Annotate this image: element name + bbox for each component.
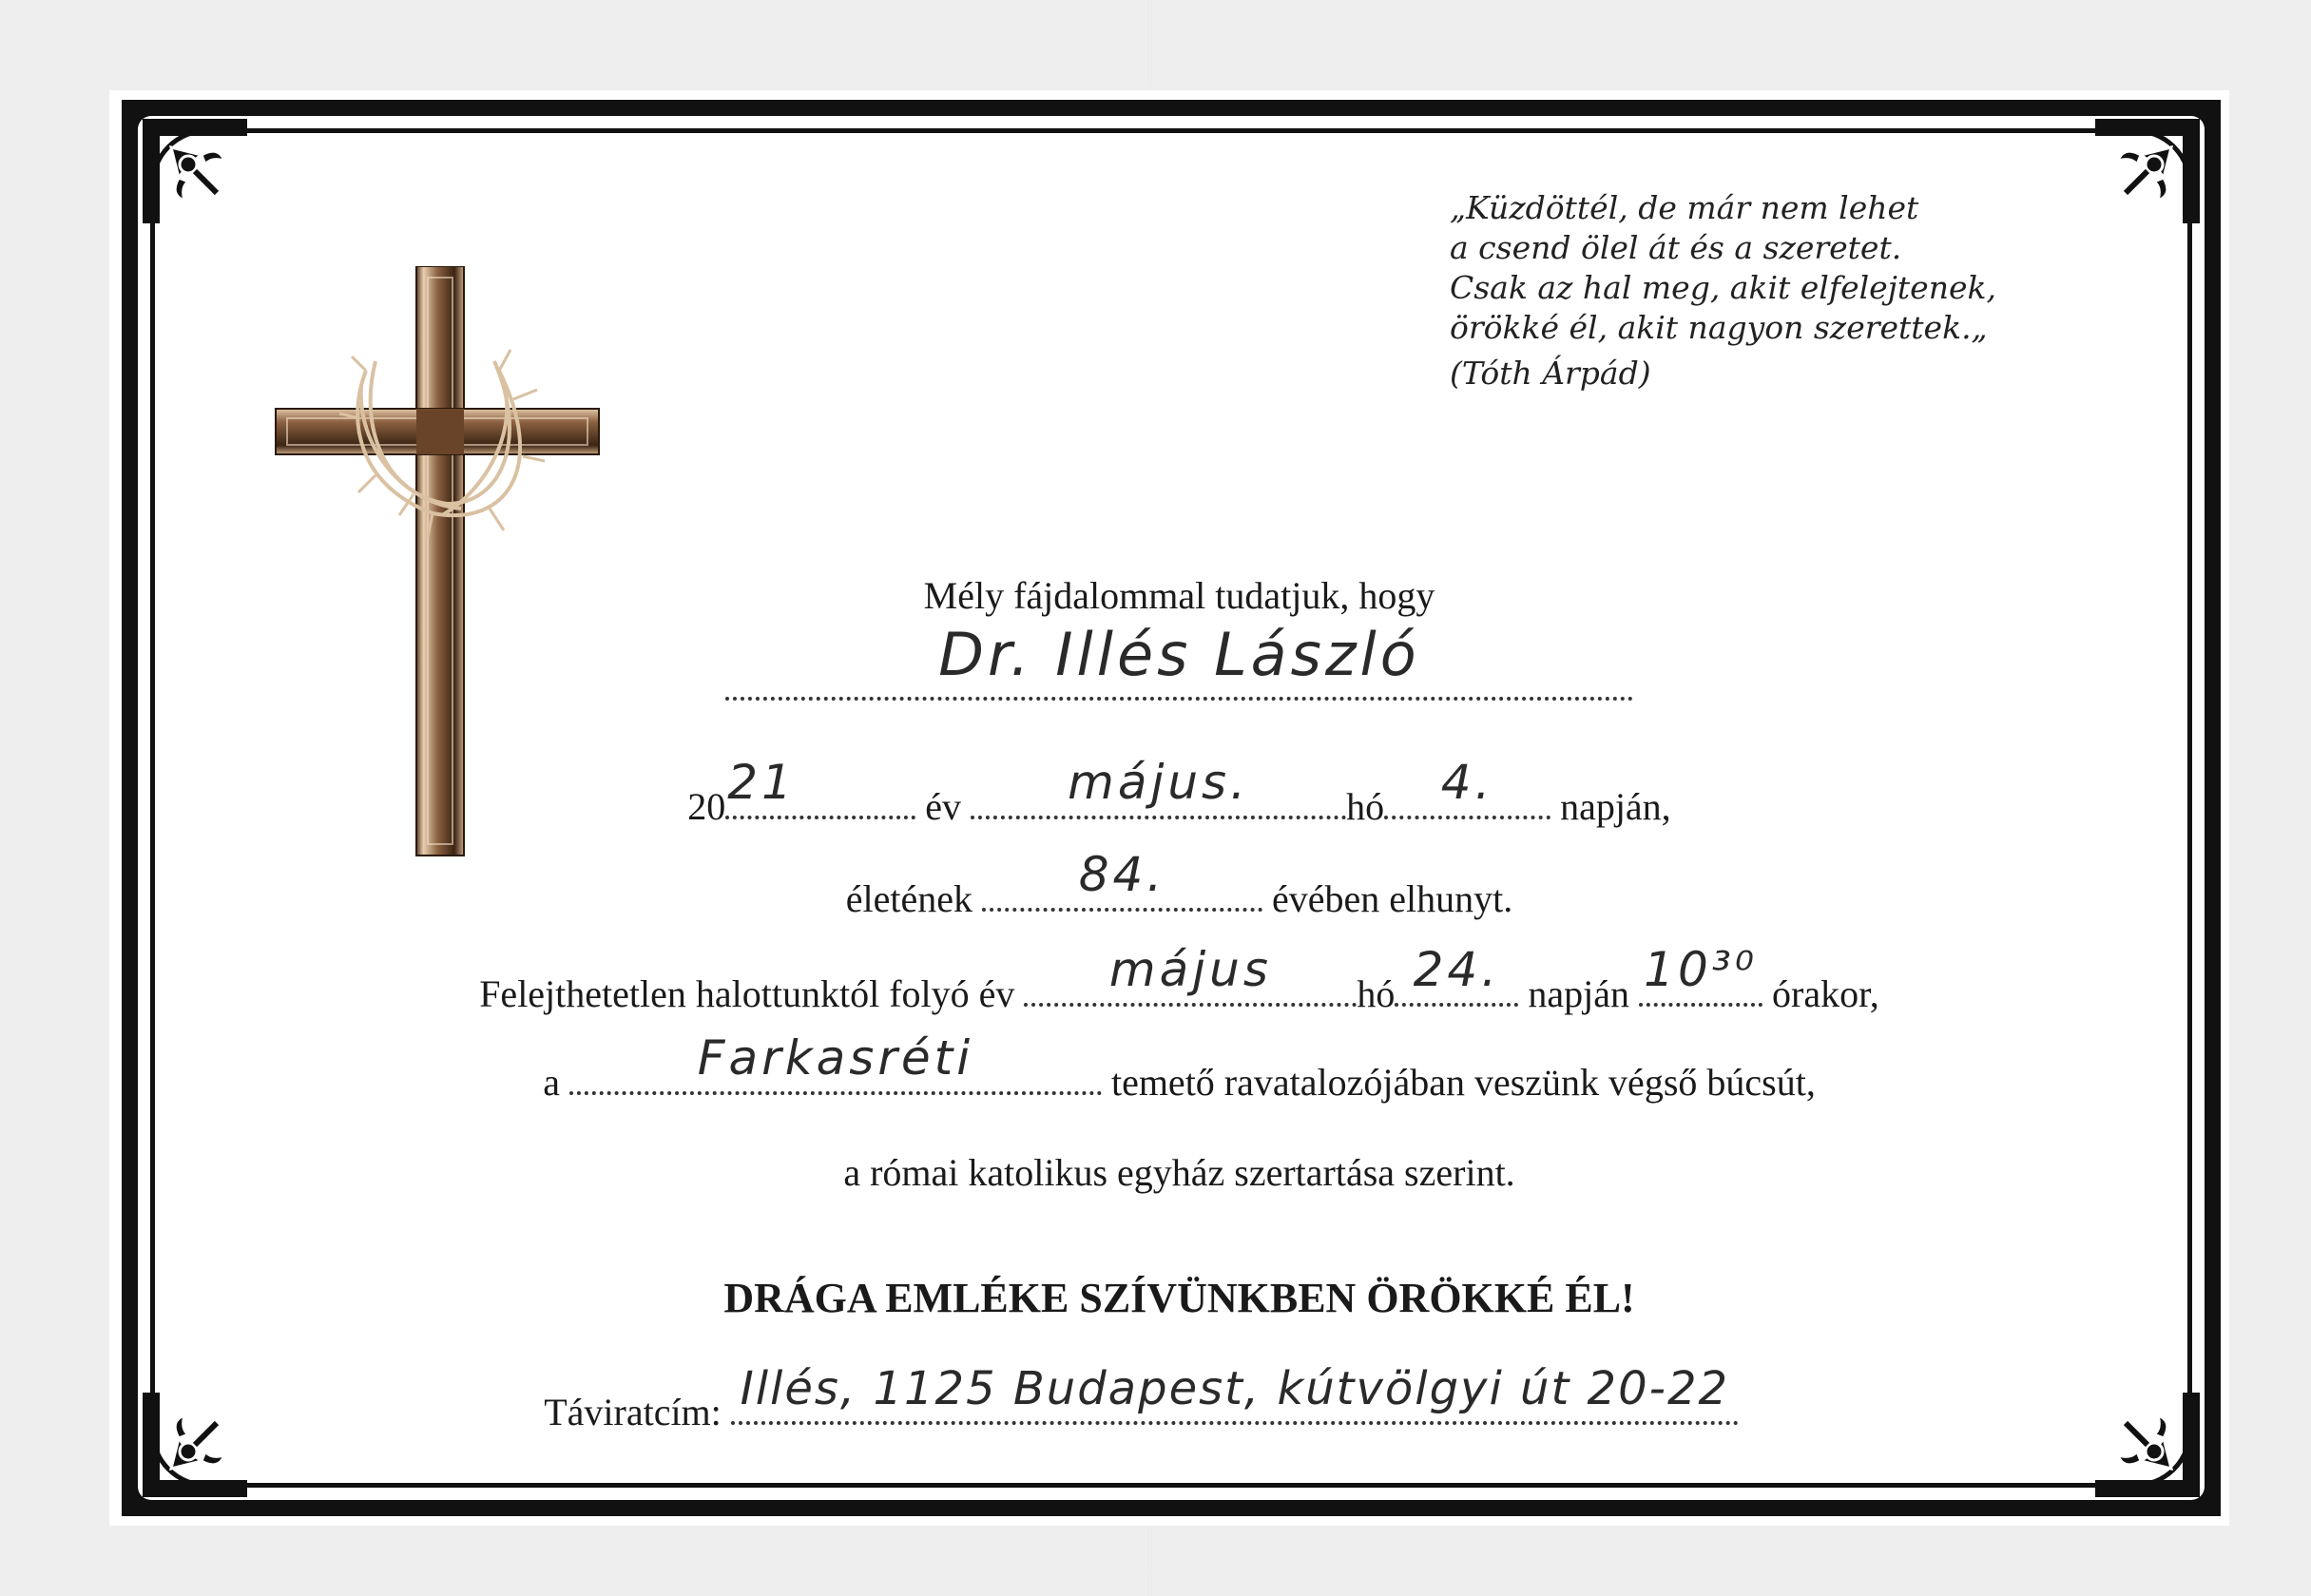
poem-line: „Küzdöttél, de már nem lehet (1450, 189, 1919, 226)
orakor-label: órakor, (1772, 972, 1879, 1015)
month-value: május. (1068, 755, 1249, 810)
address-value: Illés, 1125 Budapest, kútvölgyi út 20-22 (740, 1362, 1730, 1415)
poem-line: Csak az hal meg, akit elfelejtenek, (1450, 269, 1996, 306)
rite-text: a római katolikus egyház szertartása szerint. (843, 1151, 1515, 1194)
motto-text: DRÁGA EMLÉKE SZÍVÜNKBEN ÖRÖKKÉ ÉL! (723, 1275, 1635, 1321)
rite-line (0, 1150, 2311, 1195)
ev-label: év (925, 785, 962, 828)
funeral-day-value: 24. (1413, 942, 1501, 997)
napjan-label: napján, (1560, 785, 1671, 828)
year-field (725, 755, 915, 819)
poem-line: örökké él, akit nagyon szerettek.„ (1450, 309, 1988, 346)
year-value: 21 (727, 755, 796, 810)
corner-ornament-icon (2095, 119, 2200, 223)
age-field (982, 847, 1262, 912)
deceased-name: Dr. Illés László (938, 620, 1420, 689)
poem-author: (Tóth Árpád) (1450, 355, 1651, 392)
place-line (0, 1030, 2311, 1105)
date-line (0, 755, 2311, 829)
address-label: Táviratcím: (544, 1391, 722, 1433)
age-prefix: életének (845, 877, 973, 920)
funeral-time-value: 10³⁰ (1644, 942, 1758, 997)
cemetery-field (569, 1030, 1102, 1095)
age-line (0, 847, 2311, 921)
age-suffix: évében elhunyt. (1272, 877, 1513, 920)
poem-quote (1450, 188, 2020, 394)
month-field (971, 755, 1346, 819)
cemetery-value: Farkasréti (697, 1030, 974, 1086)
corner-ornament-icon (143, 119, 247, 223)
motto-line (0, 1274, 2311, 1322)
day-value: 4. (1440, 755, 1494, 810)
name-line (0, 620, 2311, 710)
funeral-ho-label: hó (1357, 972, 1396, 1015)
name-field (725, 620, 1633, 701)
funeral-day-field (1395, 942, 1518, 1007)
funeral-line (0, 942, 2311, 1016)
funeral-prefix: Felejthetetlen halottunktól folyó év (479, 972, 1015, 1015)
funeral-month-value: május (1108, 942, 1272, 997)
address-line (0, 1362, 2311, 1434)
ho-label: hó (1346, 785, 1385, 828)
intro-text: Mély fájdalommal tudatjuk, hogy (923, 574, 1435, 617)
poem-line: a csend ölel át és a szeretet. (1450, 229, 1902, 266)
place-suffix: temető ravatalozójában veszünk végső búcsút, (1110, 1061, 1816, 1104)
funeral-time-field (1639, 942, 1762, 1007)
cross-icon (271, 266, 642, 865)
address-field (731, 1362, 1739, 1425)
funeral-napjan-label: napján (1528, 972, 1630, 1015)
year-prefix: 20 (687, 785, 726, 828)
day-field (1384, 755, 1550, 819)
place-prefix: a (543, 1061, 560, 1104)
funeral-month-field (1024, 942, 1357, 1007)
intro-line (0, 573, 2311, 618)
age-value: 84. (1078, 847, 1166, 902)
